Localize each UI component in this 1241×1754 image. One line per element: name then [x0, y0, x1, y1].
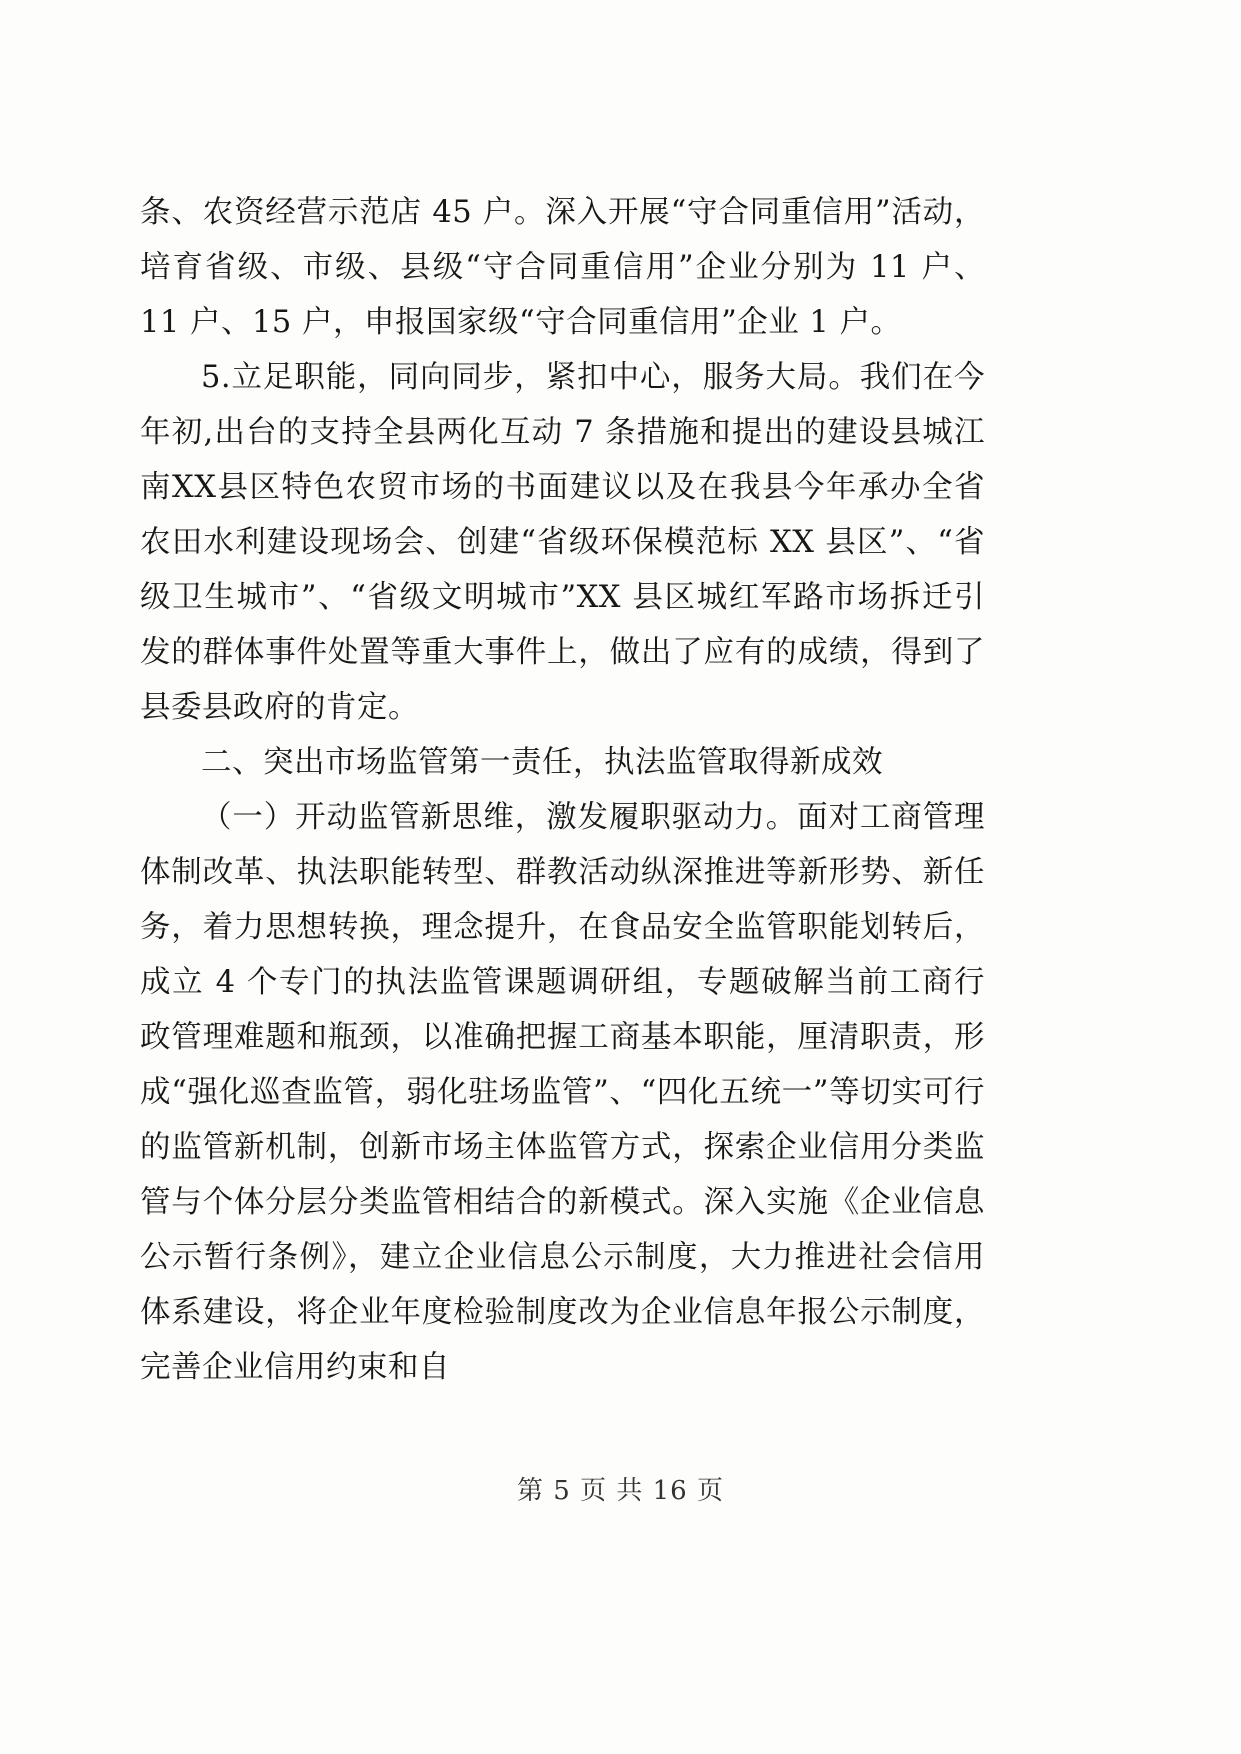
paragraph-2: 5.立足职能，同向同步，紧扣中心，服务大局。我们在今年初,出台的支持全县两化互动 7 条措施和提出的建设县城江南XX县区特色农贸市场的书面建议以及在我县今年承办全省农田水利建设现场会、创建“省级环保模范标 XX 县区”、“省级卫生城市”、“省级文明城市”XX 县区城红军路市场拆迁引发的群体事件处置等重大事件上，做出了应有的成绩，得到了县委县政府的肯定。: [140, 360, 985, 725]
paragraph-3: （一）开动监管新思维，激发履职驱动力。面对工商管理体制改革、执法职能转型、群教活动纵深推进等新形势、新任务，着力思想转换，理念提升，在食品安全监管职能划转后，成立 4 个专门的执法监管课题调研组，专题破解当前工商行政管理难题和瓶颈，以准确把握工商基本职能，厘清职责，形成“强化巡查监管，弱化驻场监管”、“四化五统一”等切实可行的监管新机制，创新市场主体监管方式，探索企业信用分类监管与个体分层分类监管相结合的新模式。深入实施《企业信息公示暂行条例》，建立企业信息公示制度，大力推进社会信用体系建设，将企业年度检验制度改为企业信息年报公示制度，完善企业信用约束和自: [140, 800, 985, 1385]
document-body: [140, 185, 985, 1395]
page-footer: 第 5 页 共 16 页: [517, 1476, 724, 1506]
section-heading-2: 二、突出市场监管第一责任，执法监管取得新成效: [201, 745, 883, 780]
paragraph-1: 条、农资经营示范店 45 户。深入开展“守合同重信用”活动，培育省级、市级、县级“守合同重信用”企业分别为 11 户、11 户、15 户，申报国家级“守合同重信用”企业 1 户。: [140, 195, 985, 340]
